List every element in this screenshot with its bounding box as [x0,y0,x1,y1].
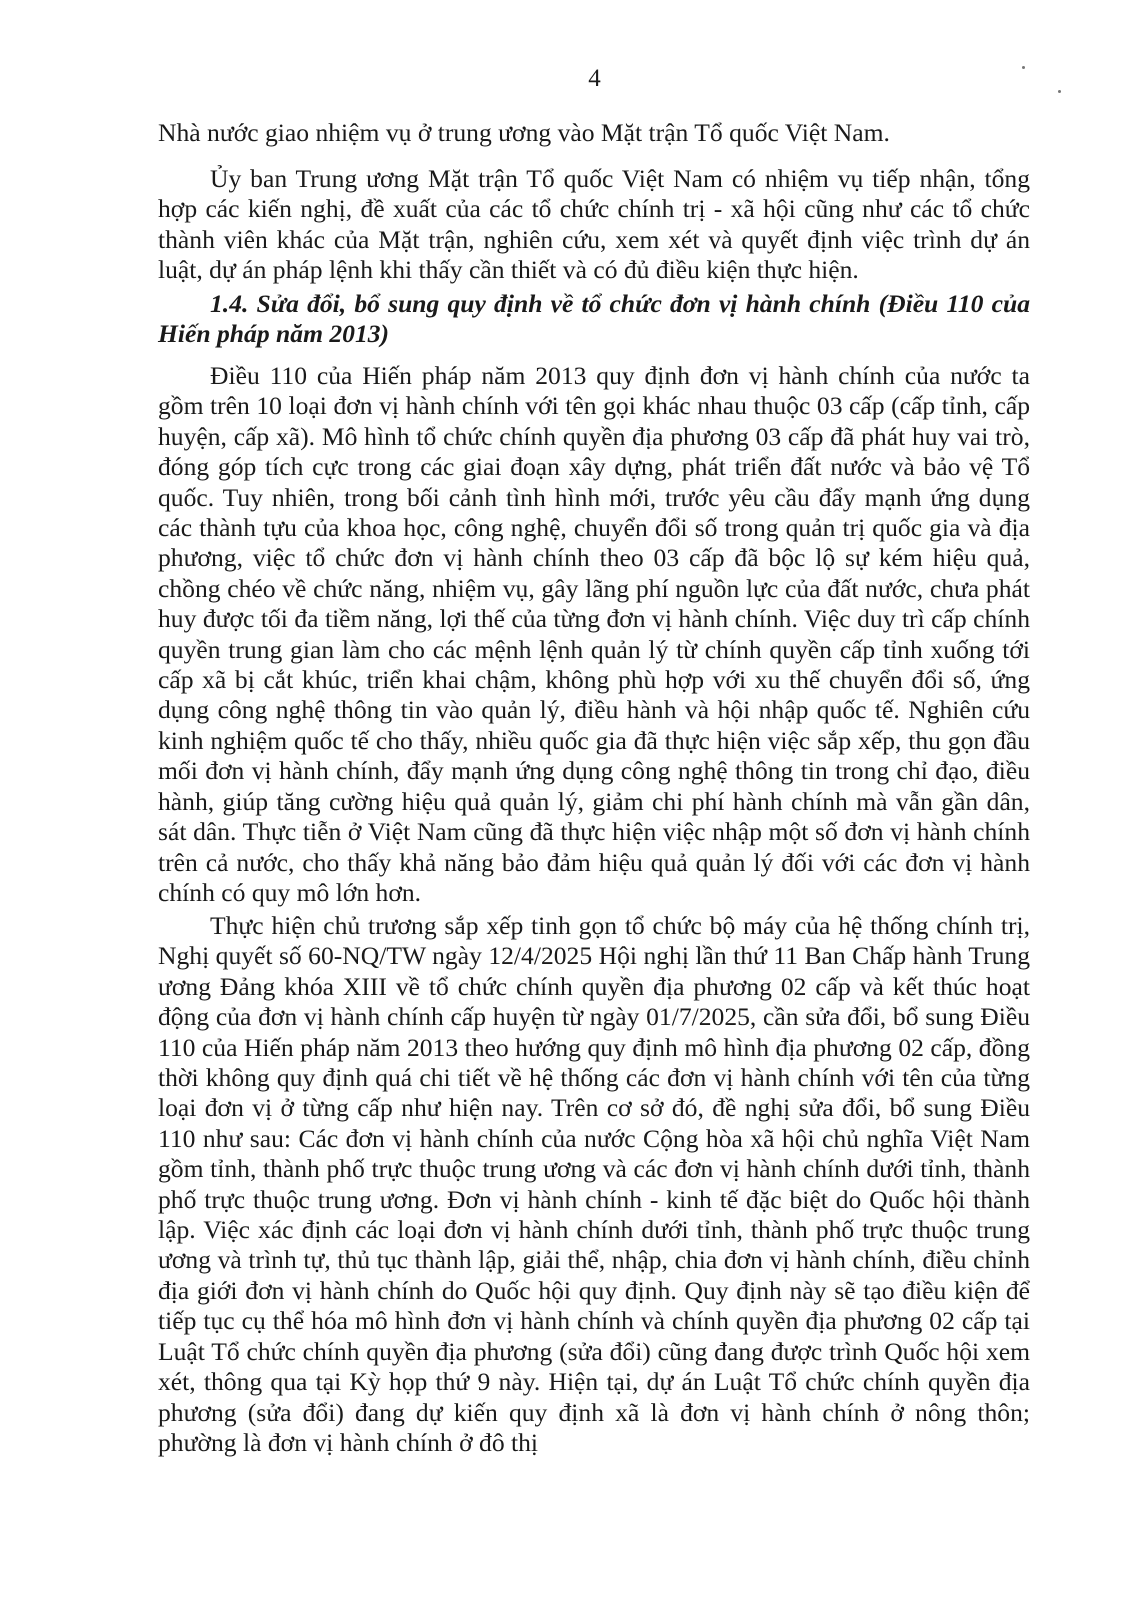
page-number: 4 [588,65,601,92]
section-heading: 1.4. Sửa đổi, bổ sung quy định về tổ chức đơn vị hành chính (Điều 110 của Hiến pháp năm 2013) [158,289,1030,349]
paragraph-implementation: Thực hiện chủ trương sắp xếp tinh gọn tổ chức bộ máy của hệ thống chính trị, Nghị quyết số 60-NQ/TW ngày 12/4/2025 Hội nghị lần thứ 11 Ban Chấp hành Trung ương Đảng khóa XIII về tổ chức chính quyền địa phương 02 cấp và kết thúc hoạt động của đơn vị hành chính cấp huyện từ ngày 01/7/2025, cần sửa đổi, bổ sung Điều 110 của Hiến pháp năm 2013 theo hướng quy định mô hình địa phương 02 cấp, đồng thời không quy định quá chi tiết về hệ thống các đơn vị hành chính với tên của từng loại đơn vị ở từng cấp như hiện nay. Trên cơ sở đó, đề nghị sửa đổi, bổ sung Điều 110 như sau: Các đơn vị hành chính của nước Cộng hòa xã hội chủ nghĩa Việt Nam gồm tỉnh, thành phố trực thuộc trung ương và các đơn vị hành chính dưới tỉnh, thành phố trực thuộc trung ương. Đơn vị hành chính - kinh tế đặc biệt do Quốc hội thành lập. Việc xác định các loại đơn vị hành chính dưới tỉnh, thành phố trực thuộc trung ương và trình tự, thủ tục thành lập, giải thể, nhập, chia đơn vị hành chính, điều chỉnh địa giới đơn vị hành chính do Quốc hội quy định. Quy định này sẽ tạo điều kiện để tiếp tục cụ thể hóa mô hình đơn vị hành chính và chính quyền địa phương 02 cấp tại Luật Tổ chức chính quyền địa phương (sửa đổi) cũng đang được trình Quốc hội xem xét, thông qua tại Kỳ họp thứ 9 này. Hiện tại, dự án Luật Tổ chức chính quyền địa phương (sửa đổi) đang dự kiến quy định xã là đơn vị hành chính ở nông thôn; phường là đơn vị hành chính ở đô thị [158,911,1030,1457]
paragraph-article-110: Điều 110 của Hiến pháp năm 2013 quy định đơn vị hành chính của nước ta gồm trên 10 loại đơn vị hành chính với tên gọi khác nhau thuộc 03 cấp (cấp tỉnh, cấp huyện, cấp xã). Mô hình tổ chức chính quyền địa phương 03 cấp đã phát huy vai trò, đóng góp tích cực trong các giai đoạn xây dựng, phát triển đất nước và bảo vệ Tổ quốc. Tuy nhiên, trong bối cảnh tình hình mới, trước yêu cầu đẩy mạnh ứng dụng các thành tựu của khoa học, công nghệ, chuyển đổi số trong quản trị quốc gia và địa phương, việc tổ chức đơn vị hành chính theo 03 cấp đã bộc lộ sự kém hiệu quả, chồng chéo về chức năng, nhiệm vụ, gây lãng phí nguồn lực của đất nước, chưa phát huy được tối đa tiềm năng, lợi thế của từng đơn vị hành chính. Việc duy trì cấp chính quyền trung gian làm cho các mệnh lệnh quản lý từ chính quyền cấp tỉnh xuống tới cấp xã bị cắt khúc, triển khai chậm, không phù hợp với xu thế chuyển đổi số, ứng dụng công nghệ thông tin vào quản lý, điều hành và hội nhập quốc tế. Nghiên cứu kinh nghiệm quốc tế cho thấy, nhiều quốc gia đã thực hiện việc sắp xếp, thu gọn đầu mối đơn vị hành chính, đẩy mạnh ứng dụng công nghệ thông tin trong chỉ đạo, điều hành, giúp tăng cường hiệu quả quản lý, giảm chi phí hành chính mà vẫn gần dân, sát dân. Thực tiễn ở Việt Nam cũng đã thực hiện việc nhập một số đơn vị hành chính trên cả nước, cho thấy khả năng bảo đảm hiệu quả quản lý đối với các đơn vị hành chính có quy mô lớn hơn. [158,361,1030,907]
paragraph-continuation: Nhà nước giao nhiệm vụ ở trung ương vào Mặt trận Tổ quốc Việt Nam. [158,118,890,147]
paragraph-front-committee: Ủy ban Trung ương Mặt trận Tổ quốc Việt Nam có nhiệm vụ tiếp nhận, tổng hợp các kiến nghị, đề xuất của các tổ chức chính trị - xã hội cũng như các tổ chức thành viên khác của Mặt trận, nghiên cứu, xem xét và quyết định việc trình dự án luật, dự án pháp lệnh khi thấy cần thiết và có đủ điều kiện thực hiện. [158,164,1030,285]
scan-speck [1022,66,1025,69]
scan-speck [1058,90,1061,93]
